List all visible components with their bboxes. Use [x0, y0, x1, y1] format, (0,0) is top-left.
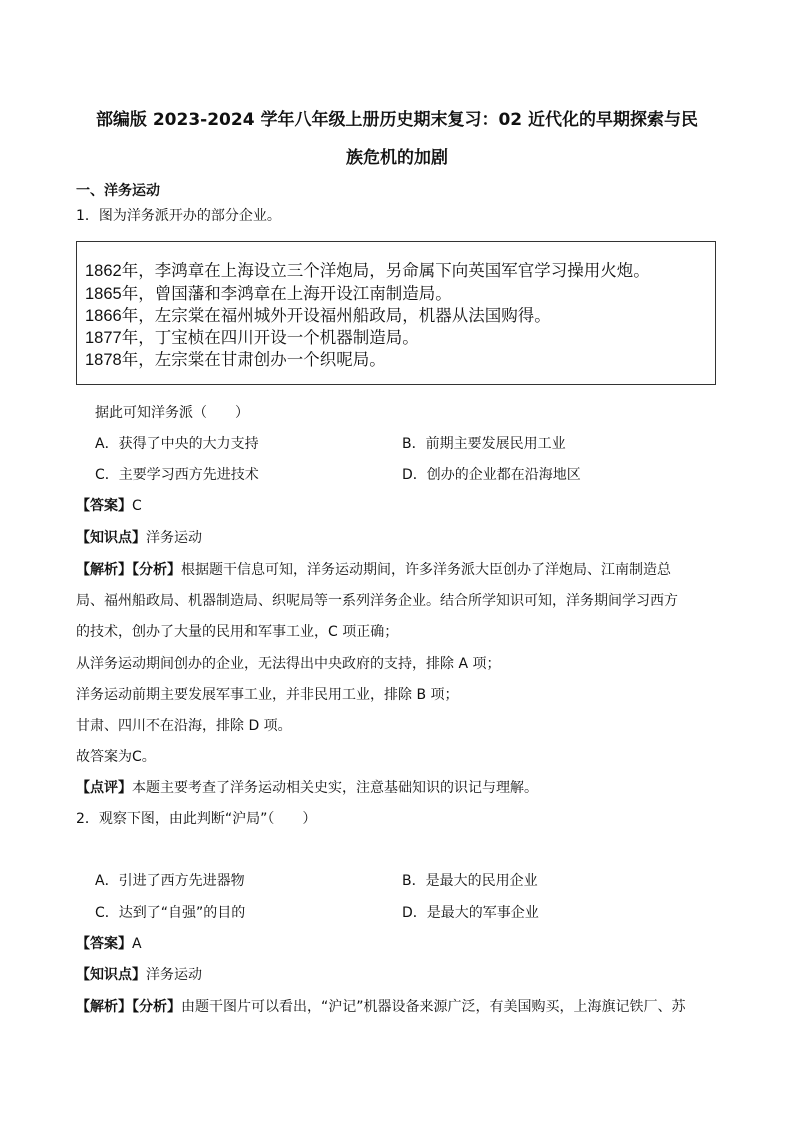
q2-option-c: C．达到了“自强”的目的 — [95, 905, 246, 921]
document-title-line-1: 部编版 2023-2024 学年八年级上册历史期末复习：02 近代化的早期探索与民 — [95, 110, 699, 130]
knowledge-tag: 【知识点】 — [76, 530, 146, 546]
q1-answer — [76, 496, 142, 516]
q1-option-b: B．前期主要发展民用工业 — [402, 436, 566, 452]
answer-tag: 【答案】 — [76, 936, 132, 952]
q1-info-box — [76, 241, 716, 385]
q1-box-line: 1878年，左宗棠在甘肃创办一个织呢局。 — [85, 351, 386, 369]
answer-value: C — [132, 498, 142, 514]
q1-analysis-line — [76, 560, 671, 580]
q1-analysis-line: 洋务运动前期主要发展军事工业，并非民用工业，排除 B 项； — [76, 687, 459, 703]
q1-comment — [76, 778, 538, 798]
comment-tag: 【点评】 — [76, 780, 132, 796]
analysis-tag: 【解析】 — [76, 999, 132, 1015]
q1-analysis-line: 局、福州船政局、机器制造局、织呢局等一系列洋务企业。结合所学知识可知，洋务期间学习西方 — [76, 593, 678, 609]
q1-analysis-line: 故答案为C。 — [76, 749, 156, 765]
answer-value: A — [132, 936, 142, 952]
q1-box-line: 1862年，李鸿章在上海设立三个洋炮局，另命属下向英国军官学习操用火炮。 — [85, 262, 650, 280]
q1-knowledge — [76, 528, 202, 548]
q1-option-d: D．创办的企业都在沿海地区 — [402, 467, 581, 483]
q1-analysis-line: 的技术，创办了大量的民用和军事工业，C 项正确； — [76, 624, 399, 640]
q1-option-a: A．获得了中央的大力支持 — [95, 436, 259, 452]
q1-analysis-line: 甘肃、四川不在沿海，排除 D 项。 — [76, 718, 292, 734]
q2-answer — [76, 934, 142, 954]
q2-stem: 2．观察下图，由此判断“沪局”（ ） — [76, 811, 317, 827]
analysis-subtag: 【分析】 — [132, 999, 181, 1015]
q1-prompt: 据此可知洋务派（ ） — [95, 405, 249, 421]
q2-analysis-line — [76, 997, 686, 1017]
q1-stem: 1．图为洋务派开办的部分企业。 — [76, 208, 281, 224]
knowledge-value: 洋务运动 — [146, 530, 202, 546]
analysis-text: 根据题干信息可知，洋务运动期间，许多洋务派大臣创办了洋炮局、江南制造总 — [181, 562, 671, 578]
knowledge-tag: 【知识点】 — [76, 967, 146, 983]
q1-box-line: 1865年，曾国藩和李鸿章在上海开设江南制造局。 — [85, 285, 452, 303]
section-heading: 一、洋务运动 — [76, 183, 160, 199]
analysis-tag: 【解析】 — [76, 562, 132, 578]
answer-tag: 【答案】 — [76, 498, 132, 514]
q2-knowledge — [76, 965, 202, 985]
analysis-text: 由题干图片可以看出，“沪记”机器设备来源广泛，有美国购买，上海旗记铁厂、苏 — [181, 999, 686, 1015]
q1-option-c: C．主要学习西方先进技术 — [95, 467, 259, 483]
q1-analysis-line: 从洋务运动期间创办的企业，无法得出中央政府的支持，排除 A 项； — [76, 656, 501, 672]
analysis-subtag: 【分析】 — [132, 562, 181, 578]
q2-option-a: A．引进了西方先进器物 — [95, 873, 245, 889]
comment-text: 本题主要考查了洋务运动相关史实，注意基础知识的识记与理解。 — [132, 780, 538, 796]
knowledge-value: 洋务运动 — [146, 967, 202, 983]
q1-box-line: 1866年，左宗棠在福州城外开设福州船政局，机器从法国购得。 — [85, 307, 551, 325]
q2-option-d: D．是最大的军事企业 — [402, 905, 539, 921]
q1-box-line: 1877年，丁宝桢在四川开设一个机器制造局。 — [85, 329, 419, 347]
document-title-line-2: 族危机的加剧 — [346, 148, 448, 168]
q2-option-b: B．是最大的民用企业 — [402, 873, 538, 889]
